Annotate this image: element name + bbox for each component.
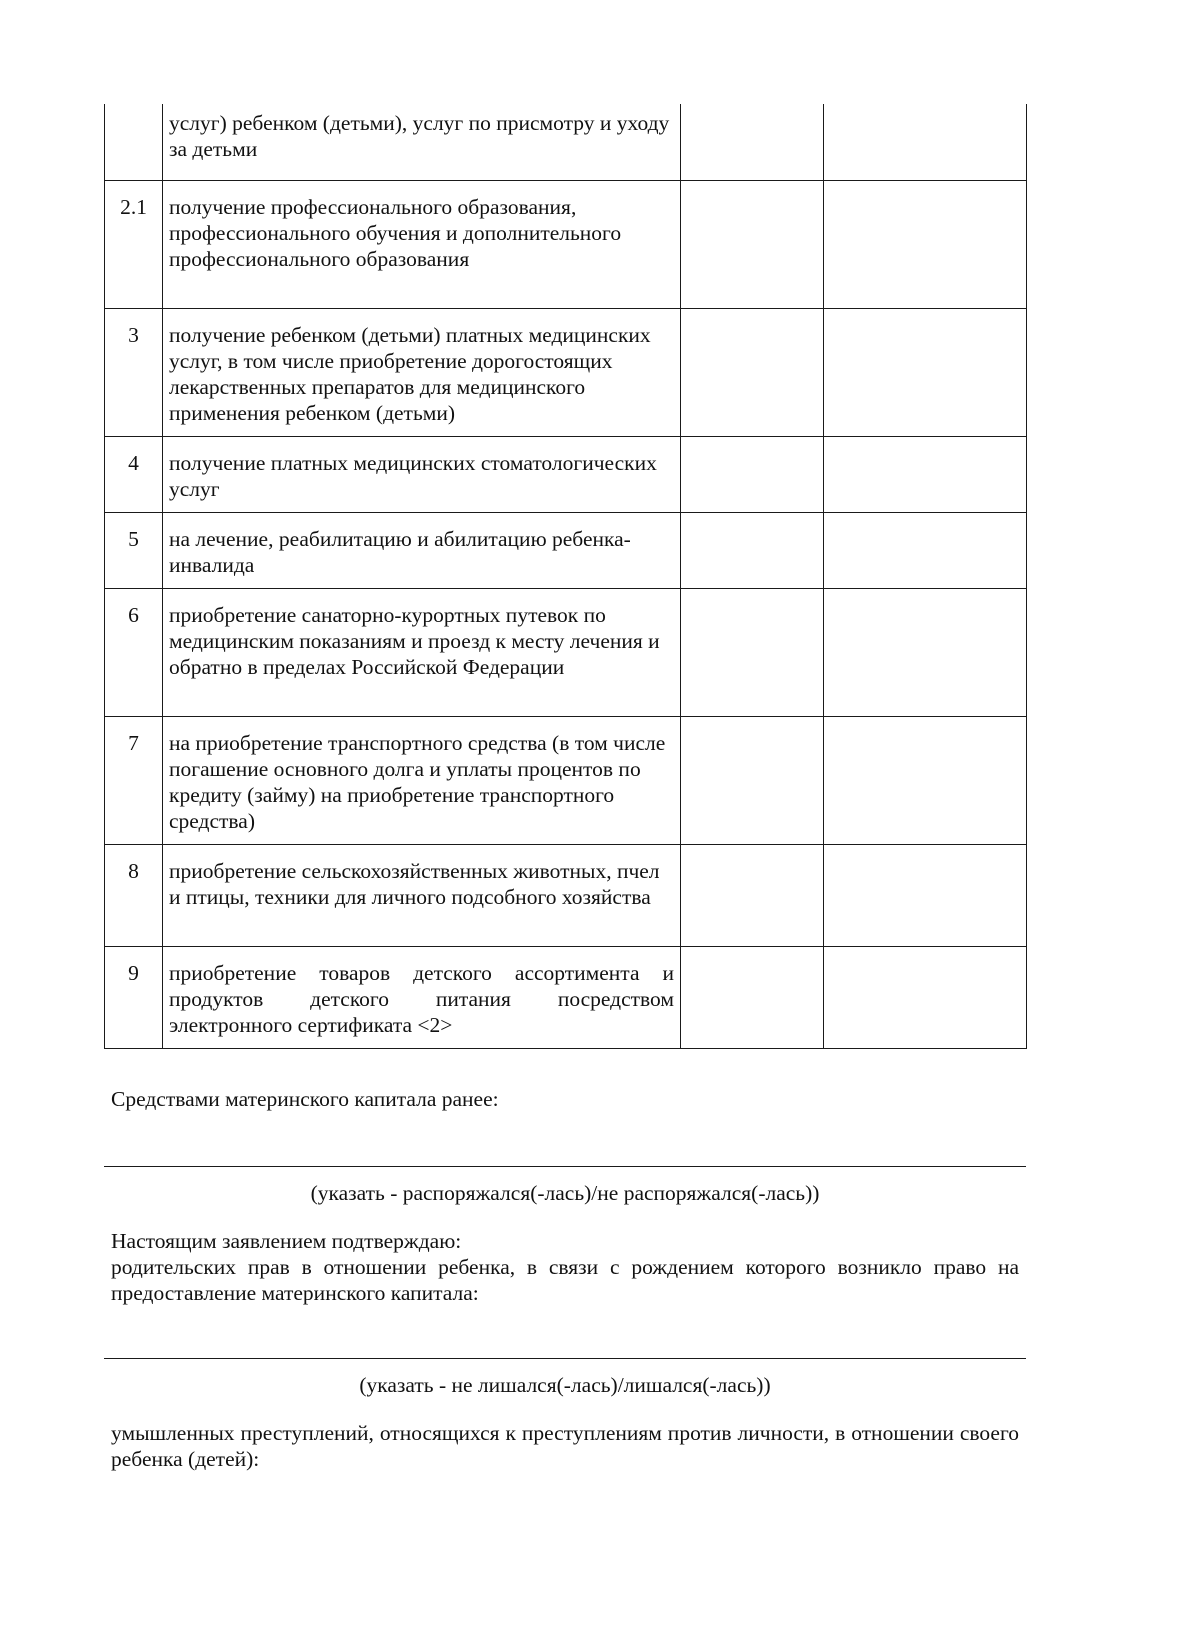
- row-cell-empty[interactable]: [824, 844, 1027, 946]
- crimes-text: умышленных преступлений, относящихся к преступлениям против личности, в отношении своего ребенка (детей):: [111, 1421, 1019, 1471]
- fill-in-hint: (указать - распоряжался(-лась)/не распоряжался(-лась)): [310, 1181, 820, 1205]
- row-cell-empty[interactable]: [681, 104, 824, 180]
- row-number: [105, 104, 163, 180]
- row-number: 4: [105, 436, 163, 512]
- table-row: [105, 512, 1027, 588]
- row-cell-empty[interactable]: [681, 588, 824, 716]
- table-row: [105, 104, 1027, 180]
- row-number: 6: [105, 588, 163, 716]
- row-cell-empty[interactable]: [681, 844, 824, 946]
- table-row: [105, 436, 1027, 512]
- row-description: получение платных медицинских стоматологических услуг: [163, 436, 681, 512]
- row-description: на лечение, реабилитацию и абилитацию ребенка-инвалида: [163, 512, 681, 588]
- row-description: получение профессионального образования, профессионального обучения и дополнительного профессионального образования: [163, 180, 681, 308]
- row-cell-empty[interactable]: [824, 946, 1027, 1048]
- row-cell-empty[interactable]: [681, 308, 824, 436]
- expense-table: [104, 104, 1027, 1049]
- row-cell-empty[interactable]: [681, 716, 824, 844]
- row-description: получение ребенком (детьми) платных медицинских услуг, в том числе приобретение дорогостоящих лекарственных препаратов для медицинского применения ребенком (детьми): [163, 308, 681, 436]
- row-cell-empty[interactable]: [824, 436, 1027, 512]
- table-row: [105, 946, 1027, 1048]
- row-number: 7: [105, 716, 163, 844]
- fill-in-hint: (указать - не лишался(-лась)/лишался(-лась)): [359, 1373, 771, 1397]
- fill-in-line[interactable]: [104, 1166, 1026, 1167]
- table-row: [105, 844, 1027, 946]
- row-cell-empty[interactable]: [824, 308, 1027, 436]
- row-cell-empty[interactable]: [824, 180, 1027, 308]
- row-cell-empty[interactable]: [824, 104, 1027, 180]
- row-description: приобретение санаторно-курортных путевок по медицинским показаниям и проезд к месту лечения и обратно в пределах Российской Федерации: [163, 588, 681, 716]
- row-cell-empty[interactable]: [824, 588, 1027, 716]
- table-row: [105, 180, 1027, 308]
- row-cell-empty[interactable]: [681, 180, 824, 308]
- row-description: приобретение сельскохозяйственных животных, пчел и птицы, техники для личного подсобного хозяйства: [163, 844, 681, 946]
- row-number: 2.1: [105, 180, 163, 308]
- row-cell-empty[interactable]: [681, 512, 824, 588]
- row-number: 9: [105, 946, 163, 1048]
- maternity-capital-label: Средствами материнского капитала ранее:: [111, 1087, 499, 1111]
- row-number: 3: [105, 308, 163, 436]
- row-number: 5: [105, 512, 163, 588]
- table-row: [105, 588, 1027, 716]
- row-description: приобретение товаров детского ассортимента и продуктов детского питания посредством электронного сертификата <2>: [163, 946, 681, 1048]
- row-cell-empty[interactable]: [681, 946, 824, 1048]
- row-description: на приобретение транспортного средства (в том числе погашение основного долга и уплаты процентов по кредиту (займу) на приобретение транспортного средства): [163, 716, 681, 844]
- table-row: [105, 308, 1027, 436]
- row-cell-empty[interactable]: [681, 436, 824, 512]
- row-cell-empty[interactable]: [824, 512, 1027, 588]
- table-row: [105, 716, 1027, 844]
- parental-rights-text: родительских прав в отношении ребенка, в связи с рождением которого возникло право на предоставление материнского капитала:: [111, 1255, 1019, 1305]
- row-cell-empty[interactable]: [824, 716, 1027, 844]
- confirmation-heading: Настоящим заявлением подтверждаю:: [111, 1229, 462, 1253]
- row-description: услуг) ребенком (детьми), услуг по присмотру и уходу за детьми: [163, 104, 681, 180]
- fill-in-line[interactable]: [104, 1358, 1026, 1359]
- row-number: 8: [105, 844, 163, 946]
